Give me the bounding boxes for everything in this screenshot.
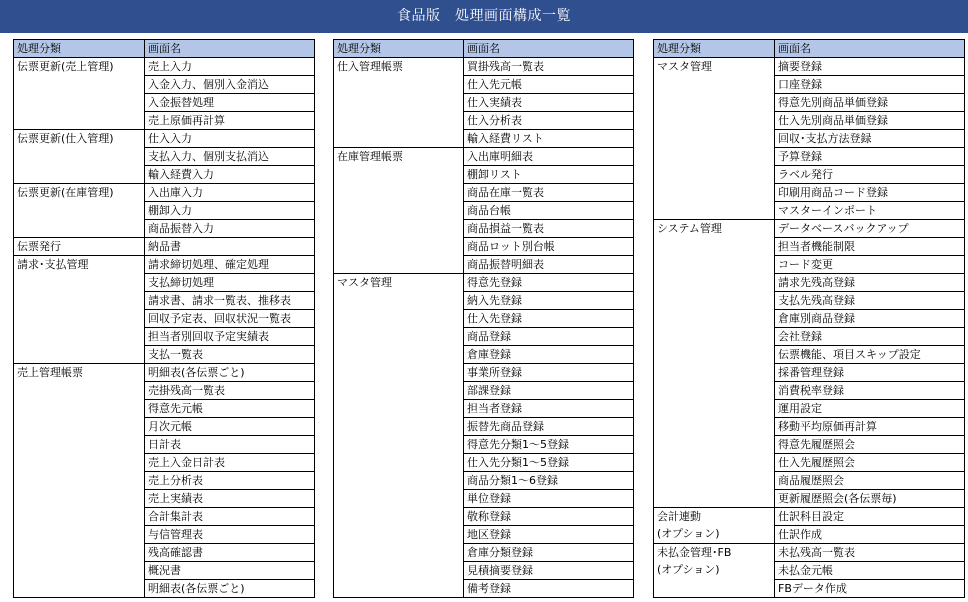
- screen-name-cell: 仕入入力: [145, 130, 315, 148]
- screen-name-cell: 支払先残高登録: [775, 292, 965, 310]
- screen-name-cell: 回収･支払方法登録: [775, 130, 965, 148]
- screen-name-cell: 倉庫分類登録: [464, 544, 634, 562]
- screen-name-cell: 明細表(各伝票ごと): [145, 364, 315, 382]
- screen-name-cell: 会社登録: [775, 328, 965, 346]
- screen-name-cell: 請求書、請求一覧表、推移表: [145, 292, 315, 310]
- category-cell: 伝票発行: [14, 238, 145, 256]
- screen-name-cell: 概況書: [145, 562, 315, 580]
- screen-name-cell: 仕入先分類1～5登録: [464, 454, 634, 472]
- table-row: [14, 238, 315, 256]
- category-cell: 売上管理帳票: [14, 364, 145, 598]
- screen-name-cell: 倉庫登録: [464, 346, 634, 364]
- screen-name-cell: 事業所登録: [464, 364, 634, 382]
- screen-name-cell: 敬称登録: [464, 508, 634, 526]
- screen-name-cell: 請求締切処理、確定処理: [145, 256, 315, 274]
- screen-name-cell: マスターインポート: [775, 202, 965, 220]
- header-category: 処理分類: [14, 40, 145, 58]
- screen-name-cell: FBデータ作成: [775, 580, 965, 598]
- screen-name-cell: 担当者登録: [464, 400, 634, 418]
- header-category: 処理分類: [334, 40, 464, 58]
- table-row: [14, 364, 315, 382]
- screen-table-3: [653, 39, 965, 598]
- screen-name-cell: 月次元帳: [145, 418, 315, 436]
- category-cell: 伝票更新(仕入管理): [14, 130, 145, 184]
- screen-name-cell: 備考登録: [464, 580, 634, 598]
- screen-name-cell: 商品分類1～6登録: [464, 472, 634, 490]
- screen-table-1: [13, 39, 315, 598]
- screen-name-cell: 振替先商品登録: [464, 418, 634, 436]
- table-row: [14, 58, 315, 76]
- category-cell: マスタ管理: [654, 58, 775, 220]
- screen-name-cell: 請求先残高登録: [775, 274, 965, 292]
- screen-name-cell: 納入先登録: [464, 292, 634, 310]
- screen-name-cell: 得意先元帳: [145, 400, 315, 418]
- screen-name-cell: 買掛残高一覧表: [464, 58, 634, 76]
- screen-name-cell: 未払残高一覧表: [775, 544, 965, 562]
- screen-name-cell: 日計表: [145, 436, 315, 454]
- screen-name-cell: 仕入実績表: [464, 94, 634, 112]
- screen-name-cell: 与信管理表: [145, 526, 315, 544]
- page-title: 食品版 処理画面構成一覧: [0, 0, 968, 33]
- screen-name-cell: 印刷用商品コード登録: [775, 184, 965, 202]
- category-cell: 在庫管理帳票: [334, 148, 464, 274]
- table-row: [334, 58, 634, 76]
- screen-name-cell: 仕入先登録: [464, 310, 634, 328]
- screen-name-cell: 仕入先別商品単価登録: [775, 112, 965, 130]
- screen-name-cell: 仕訳科目設定: [775, 508, 965, 526]
- screen-name-cell: 売掛残高一覧表: [145, 382, 315, 400]
- screen-name-cell: 更新履歴照会(各伝票毎): [775, 490, 965, 508]
- screen-name-cell: 予算登録: [775, 148, 965, 166]
- screen-name-cell: 支払一覧表: [145, 346, 315, 364]
- category-cell: 未払金管理･FB (オプション): [654, 544, 775, 598]
- header-screen: 画面名: [464, 40, 634, 58]
- screen-name-cell: 得意先履歴照会: [775, 436, 965, 454]
- screen-name-cell: 支払締切処理: [145, 274, 315, 292]
- screen-name-cell: 合計集計表: [145, 508, 315, 526]
- screen-name-cell: 納品書: [145, 238, 315, 256]
- table-row: [654, 58, 965, 76]
- table-row: [654, 508, 965, 526]
- screen-name-cell: 売上実績表: [145, 490, 315, 508]
- screen-name-cell: 残高確認書: [145, 544, 315, 562]
- screen-name-cell: 伝票機能、項目スキップ設定: [775, 346, 965, 364]
- screen-name-cell: 得意先別商品単価登録: [775, 94, 965, 112]
- screen-name-cell: 仕入分析表: [464, 112, 634, 130]
- screen-name-cell: 商品ロット別台帳: [464, 238, 634, 256]
- screen-name-cell: 未払金元帳: [775, 562, 965, 580]
- screen-name-cell: 輸入経費リスト: [464, 130, 634, 148]
- screen-name-cell: 担当者別回収予定実績表: [145, 328, 315, 346]
- table-row: [14, 130, 315, 148]
- screen-name-cell: 移動平均原価再計算: [775, 418, 965, 436]
- header-category: 処理分類: [654, 40, 775, 58]
- screen-name-cell: 回収予定表、回収状況一覧表: [145, 310, 315, 328]
- table-row: [654, 220, 965, 238]
- screen-name-cell: 棚卸リスト: [464, 166, 634, 184]
- table-row: [654, 544, 965, 562]
- table-row: [334, 274, 634, 292]
- screen-name-cell: 明細表(各伝票ごと): [145, 580, 315, 598]
- screen-name-cell: 売上原価再計算: [145, 112, 315, 130]
- screen-name-cell: 摘要登録: [775, 58, 965, 76]
- screen-name-cell: 売上入力: [145, 58, 315, 76]
- screen-name-cell: 商品在庫一覧表: [464, 184, 634, 202]
- screen-name-cell: 地区登録: [464, 526, 634, 544]
- category-cell: システム管理: [654, 220, 775, 508]
- category-cell: マスタ管理: [334, 274, 464, 598]
- screen-name-cell: 見積摘要登録: [464, 562, 634, 580]
- screen-name-cell: 支払入力、個別支払消込: [145, 148, 315, 166]
- screen-name-cell: 仕訳作成: [775, 526, 965, 544]
- screen-name-cell: 仕入先元帳: [464, 76, 634, 94]
- screen-name-cell: 採番管理登録: [775, 364, 965, 382]
- category-cell: 仕入管理帳票: [334, 58, 464, 148]
- table-row: [14, 184, 315, 202]
- screen-table-2: [333, 39, 634, 598]
- screen-name-cell: データベースバックアップ: [775, 220, 965, 238]
- category-cell: 請求･支払管理: [14, 256, 145, 364]
- screen-name-cell: 入出庫入力: [145, 184, 315, 202]
- screen-name-cell: ラベル発行: [775, 166, 965, 184]
- screen-name-cell: 得意先分類1～5登録: [464, 436, 634, 454]
- screen-name-cell: 商品振替明細表: [464, 256, 634, 274]
- screen-name-cell: 倉庫別商品登録: [775, 310, 965, 328]
- screen-name-cell: 単位登録: [464, 490, 634, 508]
- category-cell: 会計連動 (オプション): [654, 508, 775, 544]
- screen-name-cell: 担当者機能制限: [775, 238, 965, 256]
- screen-name-cell: 商品損益一覧表: [464, 220, 634, 238]
- screen-name-cell: 売上分析表: [145, 472, 315, 490]
- header-screen: 画面名: [145, 40, 315, 58]
- screen-name-cell: 商品登録: [464, 328, 634, 346]
- screen-name-cell: 口座登録: [775, 76, 965, 94]
- screen-name-cell: 輸入経費入力: [145, 166, 315, 184]
- screen-name-cell: 運用設定: [775, 400, 965, 418]
- table-row: [14, 256, 315, 274]
- screen-name-cell: 入出庫明細表: [464, 148, 634, 166]
- screen-name-cell: 商品台帳: [464, 202, 634, 220]
- screen-name-cell: 商品履歴照会: [775, 472, 965, 490]
- screen-name-cell: 仕入先履歴照会: [775, 454, 965, 472]
- category-cell: 伝票更新(売上管理): [14, 58, 145, 130]
- screen-name-cell: 売上入金日計表: [145, 454, 315, 472]
- screen-name-cell: 得意先登録: [464, 274, 634, 292]
- table-row: [334, 148, 634, 166]
- screen-name-cell: コード変更: [775, 256, 965, 274]
- screen-name-cell: 部課登録: [464, 382, 634, 400]
- screen-name-cell: 棚卸入力: [145, 202, 315, 220]
- screen-name-cell: 入金入力、個別入金消込: [145, 76, 315, 94]
- screen-name-cell: 消費税率登録: [775, 382, 965, 400]
- screen-name-cell: 入金振替処理: [145, 94, 315, 112]
- screen-name-cell: 商品振替入力: [145, 220, 315, 238]
- category-cell: 伝票更新(在庫管理): [14, 184, 145, 238]
- header-screen: 画面名: [775, 40, 965, 58]
